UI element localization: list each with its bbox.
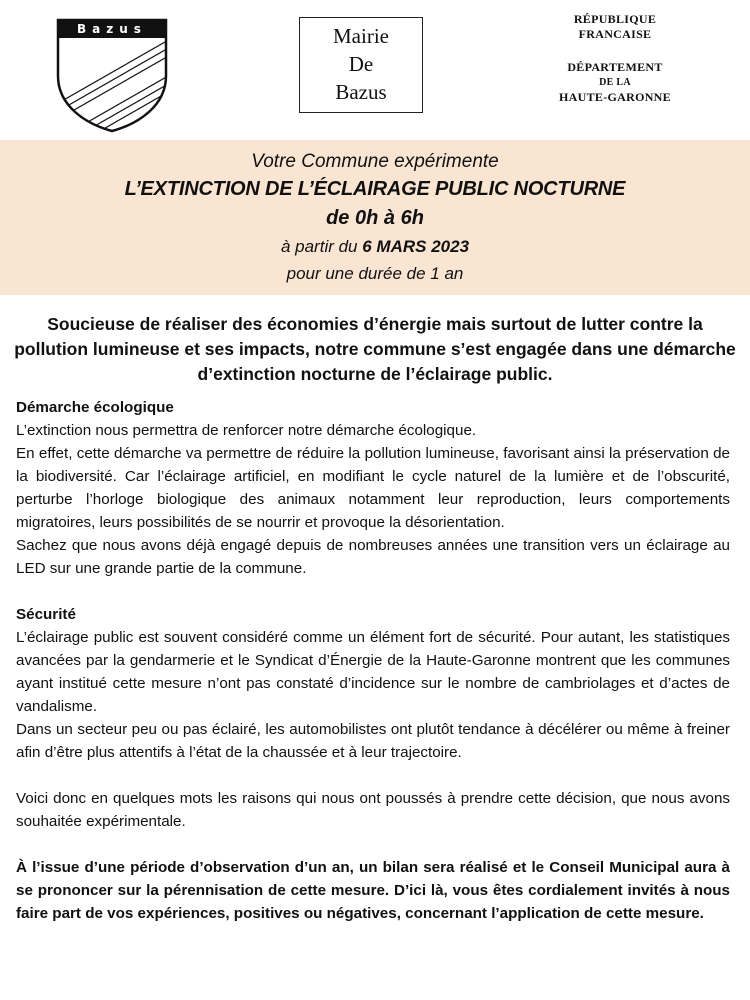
paragraph: L’extinction nous permettra de renforcer notre démarche écologique.	[16, 422, 477, 439]
paragraph: En effet, cette démarche va permettre de réduire la pollution lumineuse, favorisant ainsi la préservation de la biodiversité. Car l’éclairage artificiel, en modifiant le cycle naturel de la lumière et de l’obscurité, perturbe l’horloge biologique des animaux notamment leur reproduction, leurs comportements migratoires, leurs possibilités de se nourrir et provoque la désorientation.	[16, 445, 730, 531]
paragraph: Sachez que nous avons déjà engagé depuis de nombreuses années une transition vers un éclairage au LED sur une grande partie de la commune.	[16, 537, 730, 577]
banner-date: 6 MARS 2023	[362, 237, 470, 256]
mairie-line: Mairie	[333, 24, 389, 48]
republique-line: FRANCAISE	[578, 27, 652, 41]
departement-line: HAUTE-GARONNE	[559, 90, 671, 104]
paragraph: Dans un secteur peu ou pas éclairé, les automobilistes ont plutôt tendance à décélérer ou même à freiner afin d’être plus attentifs à l’état de la chaussée et à leur trajectoire.	[16, 721, 730, 761]
intro-paragraph: Soucieuse de réaliser des économies d’énergie mais surtout de lutter contre la pollution lumineuse et ses impacts, notre commune s’est engagée dans une démarche d’extinction nocturne de l’éclairage public.	[14, 314, 736, 384]
section-heading-securite: Sécurité	[16, 606, 76, 623]
departement-line: DÉPARTEMENT	[567, 60, 663, 74]
section-heading-ecologie: Démarche écologique	[16, 399, 174, 416]
banner-line-1: Votre Commune expérimente	[251, 151, 499, 172]
banner-title: L’EXTINCTION DE L’ÉCLAIRAGE PUBLIC NOCTURNE	[124, 178, 626, 200]
conclusion-paragraph: Voici donc en quelques mots les raisons qui nous ont poussés à prendre cette décision, que nous avons souhaitée expérimentale.	[16, 790, 730, 830]
closing-paragraph: À l’issue d’une période d’observation d’un an, un bilan sera réalisé et le Conseil Municipal aura à se prononcer sur la pérennisation de cette mesure. D’ici là, vous êtes cordialement invités à nous faire part de vos expériences, positives ou négatives, concernant l’application de cette mesure.	[16, 859, 730, 922]
mairie-line: De	[348, 52, 374, 76]
mairie-line: Bazus	[335, 80, 387, 104]
banner-start-date	[0, 233, 750, 260]
republique-line: RÉPUBLIQUE	[573, 12, 657, 26]
document-body	[16, 396, 730, 925]
banner-hours: de 0h à 6h	[326, 207, 424, 229]
mairie-box	[299, 17, 423, 113]
announcement-banner	[0, 140, 750, 295]
page-header	[0, 0, 750, 140]
crest-name: Bazus	[77, 22, 147, 36]
republique-block	[540, 12, 690, 105]
departement-line: DE LA	[599, 77, 631, 88]
banner-duration: pour une durée de 1 an	[286, 264, 464, 283]
banner-start-prefix: à partir du	[280, 237, 358, 256]
paragraph: L’éclairage public est souvent considéré comme un élément fort de sécurité. Pour autant, les statistiques avancées par la gendarmerie et le Syndicat d’Énergie de la Haute-Garonne montrent que les communes ayant institué cette mesure n’ont pas constaté d’incidence sur le nombre de cambriolages et d’actes de vandalisme.	[16, 629, 730, 715]
